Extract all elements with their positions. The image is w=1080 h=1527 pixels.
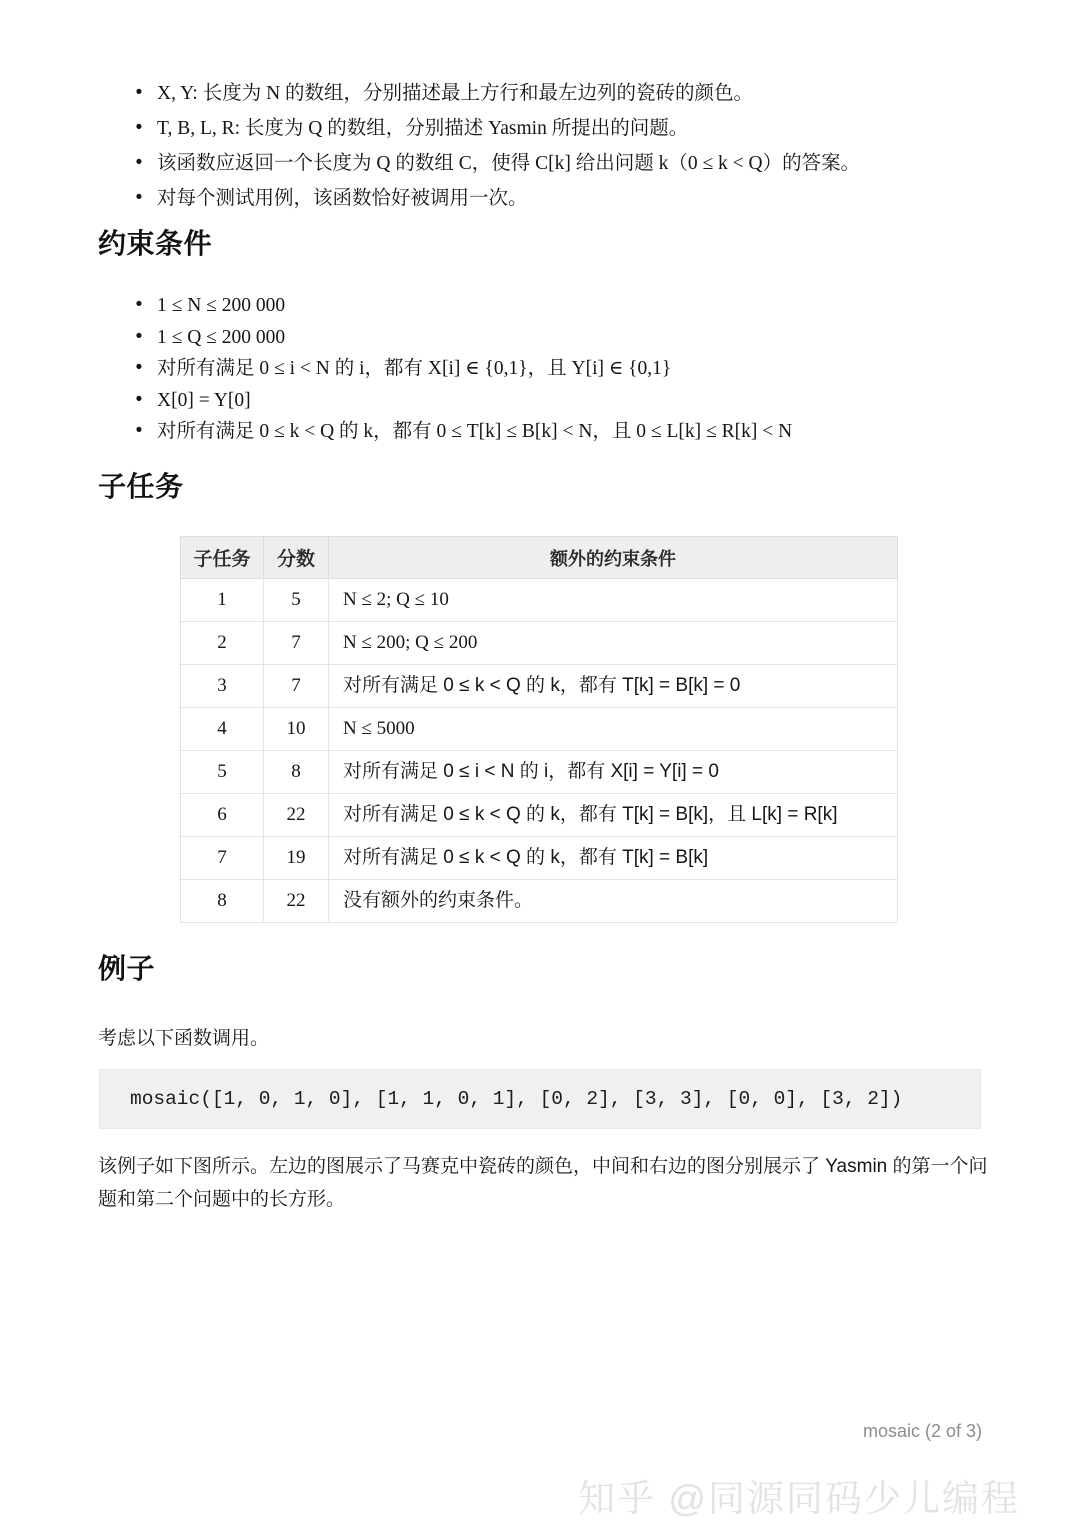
table-row <box>181 880 898 923</box>
table-row <box>181 622 898 665</box>
zhihu-watermark: 知乎 @同源同码少儿编程 <box>578 1478 1020 1519</box>
list-item-label: 1 ≤ N ≤ 200 000 <box>157 295 286 316</box>
list-item <box>117 353 1007 385</box>
bullet-marker: • <box>135 294 143 315</box>
table-body <box>181 579 898 923</box>
constraints-list <box>117 290 1007 448</box>
list-item <box>117 148 997 179</box>
cell-condition: 对所有满足 0 ≤ k < Q 的 k，都有 T[k] = B[k] <box>329 837 898 880</box>
list-item <box>117 183 997 214</box>
bullet-marker: • <box>135 325 143 347</box>
table-header-row <box>181 537 898 579</box>
cell-subtask-id: 1 <box>181 579 264 622</box>
cell-score: 22 <box>264 794 329 837</box>
list-item-label: X, Y: 长度为 N 的数组，分别描述最上方行和最左边列的瓷砖的颜色。 <box>157 83 754 104</box>
list-item-label: 1 ≤ Q ≤ 200 000 <box>157 326 286 348</box>
cell-subtask-id: 8 <box>181 880 264 923</box>
bullet-marker: • <box>135 117 143 138</box>
section-heading-example: 例子 <box>98 953 156 984</box>
page-footer-label: mosaic (2 of 3) <box>862 1421 982 1441</box>
table-row <box>181 665 898 708</box>
section-heading-subtasks: 子任务 <box>98 471 184 502</box>
cell-condition: 对所有满足 0 ≤ k < Q 的 k，都有 T[k] = B[k] = 0 <box>329 665 898 708</box>
table-row <box>181 751 898 794</box>
cell-subtask-id: 7 <box>181 837 264 880</box>
cell-subtask-id: 3 <box>181 665 264 708</box>
cell-condition: N ≤ 5000 <box>329 708 898 751</box>
list-item-label: 该函数应返回一个长度为 Q 的数组 C，使得 C[k] 给出问题 k（0 ≤ k < Q）的答案。 <box>157 153 861 174</box>
bullet-marker: • <box>135 357 143 378</box>
cell-subtask-id: 6 <box>181 794 264 837</box>
cell-condition: 对所有满足 0 ≤ k < Q 的 k，都有 T[k] = B[k]，且 L[k] = R[k] <box>329 794 898 837</box>
example-figure-caption: 该例子如下图所示。左边的图展示了马赛克中瓷砖的颜色，中间和右边的图分别展示了 Yasmin 的第一个问题和第二个问题中的长方形。 <box>98 1156 988 1210</box>
table-header <box>181 537 898 579</box>
list-item <box>117 113 997 144</box>
example-lead-in-text: 考虑以下函数调用。 <box>98 1028 270 1049</box>
list-item-label: 对所有满足 0 ≤ k < Q 的 k，都有 0 ≤ T[k] ≤ B[k] < N，且 0 ≤ L[k] ≤ R[k] < N <box>157 421 793 442</box>
list-item-label: X[0] = Y[0] <box>157 389 251 411</box>
cell-score: 7 <box>264 665 329 708</box>
bullet-marker: • <box>135 152 143 173</box>
column-header-extra-constraints: 额外的约束条件 <box>329 537 898 579</box>
column-header-score: 分数 <box>264 537 329 579</box>
cell-subtask-id: 2 <box>181 622 264 665</box>
cell-score: 19 <box>264 837 329 880</box>
table-row <box>181 708 898 751</box>
list-item-label: T, B, L, R: 长度为 Q 的数组，分别描述 Yasmin 所提出的问题。 <box>157 118 689 139</box>
list-item-label: 对所有满足 0 ≤ i < N 的 i，都有 X[i] ∈ {0,1}，且 Y[i] ∈ {0,1} <box>157 358 672 379</box>
table-row <box>181 579 898 622</box>
bullet-marker: • <box>135 388 143 410</box>
cell-score: 5 <box>264 579 329 622</box>
bullet-marker: • <box>135 82 143 103</box>
list-item-label: 对每个测试用例，该函数恰好被调用一次。 <box>157 188 528 209</box>
list-item <box>117 416 1007 448</box>
list-item <box>117 78 997 109</box>
subtasks-table <box>180 536 898 923</box>
bullet-marker: • <box>135 420 143 441</box>
column-header-subtask: 子任务 <box>181 537 264 579</box>
cell-condition: 没有额外的约束条件。 <box>329 880 898 923</box>
cell-score: 10 <box>264 708 329 751</box>
table-row <box>181 837 898 880</box>
cell-score: 22 <box>264 880 329 923</box>
cell-condition: N ≤ 200; Q ≤ 200 <box>329 622 898 665</box>
section-heading-constraints: 约束条件 <box>98 228 213 259</box>
list-item <box>117 385 1007 417</box>
cell-condition: 对所有满足 0 ≤ i < N 的 i，都有 X[i] = Y[i] = 0 <box>329 751 898 794</box>
list-item <box>117 290 1007 322</box>
cell-condition: N ≤ 2; Q ≤ 10 <box>329 579 898 622</box>
cell-score: 7 <box>264 622 329 665</box>
bullet-marker: • <box>135 187 143 208</box>
intro-bullet-list <box>117 78 997 218</box>
cell-subtask-id: 4 <box>181 708 264 751</box>
list-item <box>117 322 1007 354</box>
cell-score: 8 <box>264 751 329 794</box>
table-row <box>181 794 898 837</box>
cell-subtask-id: 5 <box>181 751 264 794</box>
example-code-block: mosaic([1, 0, 1, 0], [1, 1, 0, 1], [0, 2], [3, 3], [0, 0], [3, 2]) <box>99 1069 981 1129</box>
